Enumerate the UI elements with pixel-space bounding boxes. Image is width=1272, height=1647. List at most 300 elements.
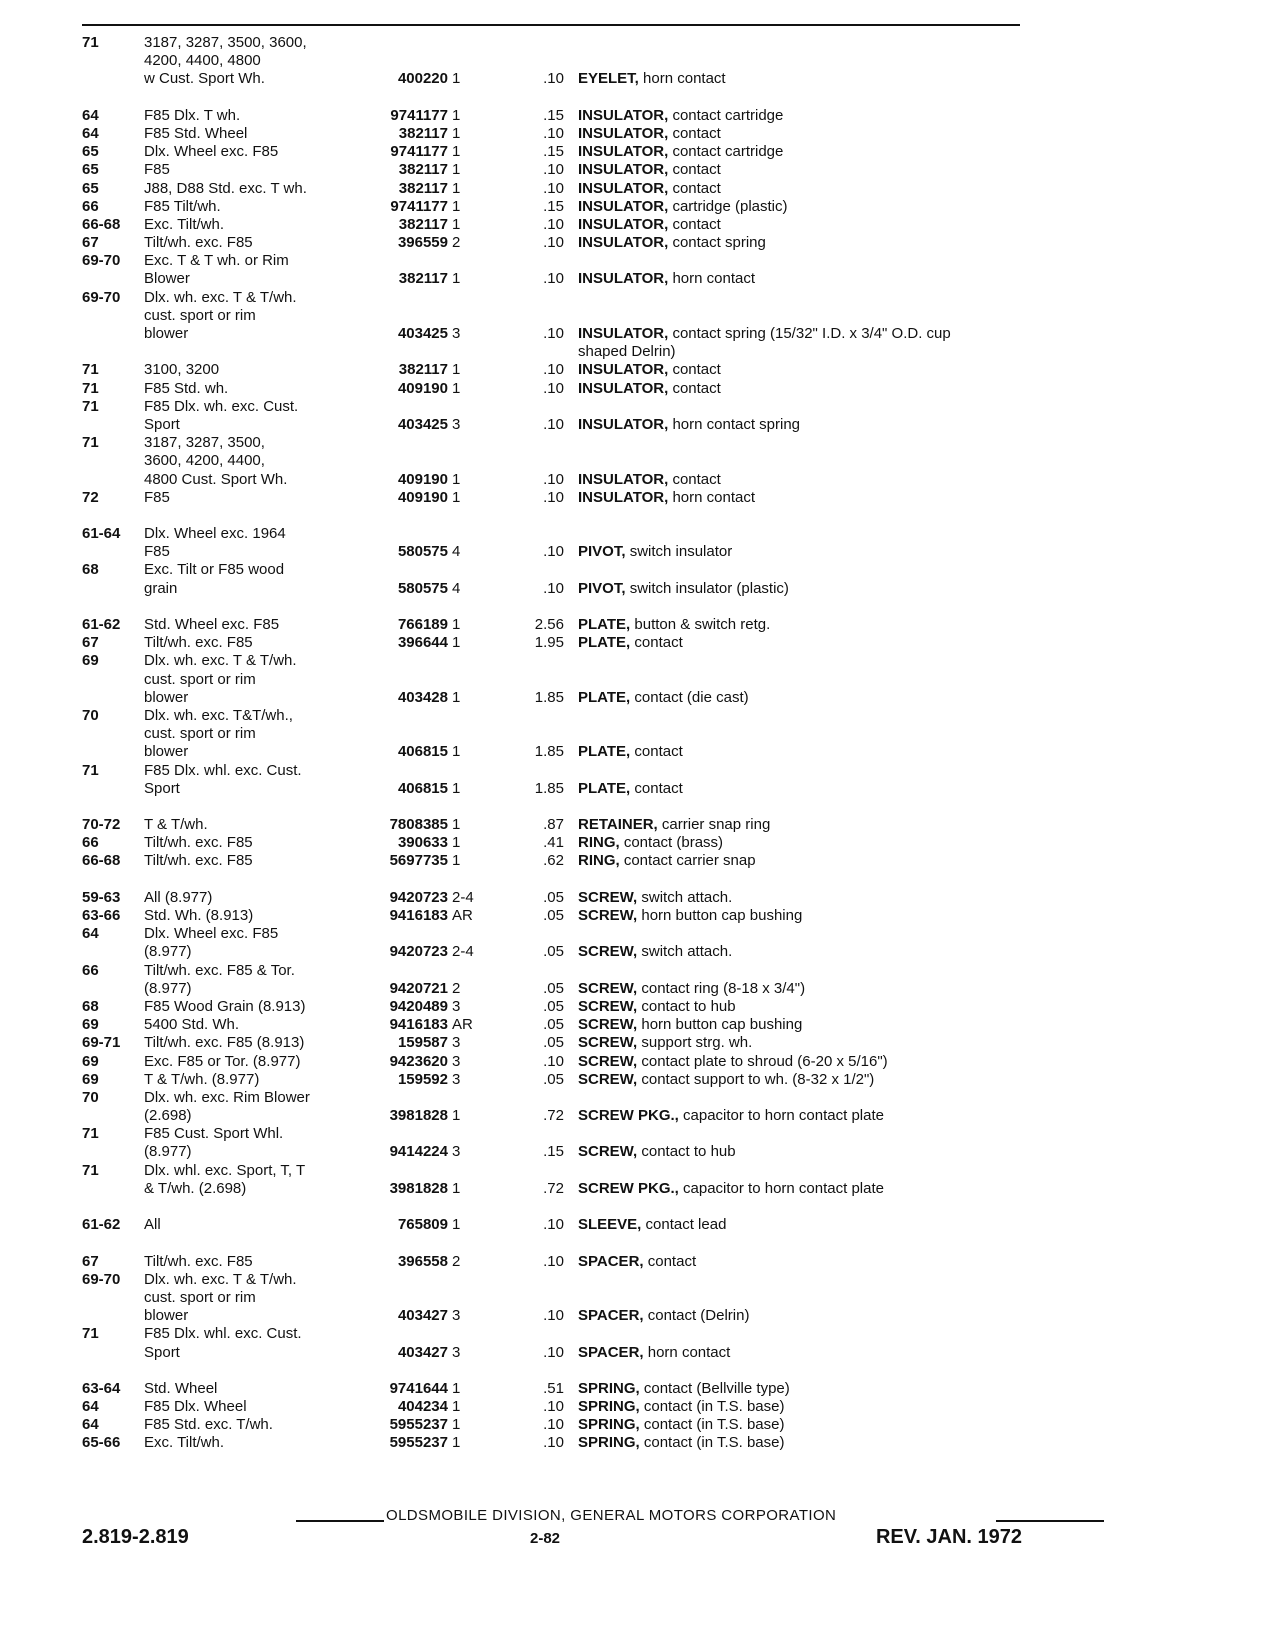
parts-row	[82, 1180, 1022, 1198]
model-description: Tilt/wh. exc. F85	[144, 634, 253, 652]
part-description: horn contact spring	[672, 415, 801, 433]
quantity: 1	[452, 634, 461, 652]
parts-row	[82, 543, 1022, 561]
corporation-rule-right	[996, 1520, 1104, 1522]
part-name-cell	[578, 780, 1018, 798]
part-name-cell	[578, 634, 1018, 652]
parts-row	[82, 452, 1022, 470]
part-name: SCREW,	[578, 1016, 638, 1034]
parts-row	[82, 1416, 1022, 1434]
quantity: 1	[452, 161, 461, 179]
model-description: 3187, 3287, 3500,	[144, 434, 265, 452]
price: .10	[543, 361, 564, 379]
part-number: 580575	[397, 579, 448, 597]
part-name: INSULATOR,	[578, 361, 669, 379]
price: .41	[543, 834, 564, 852]
part-name-cell	[578, 107, 1018, 125]
price: .10	[543, 325, 564, 342]
model-year: 66-68	[82, 215, 121, 233]
price: .15	[543, 106, 564, 124]
parts-row	[82, 1053, 1022, 1071]
model-year: 70	[82, 706, 99, 724]
parts-row	[82, 216, 1022, 234]
model-year: 64	[82, 1416, 99, 1434]
model-year: 65	[82, 179, 99, 197]
price: 1.85	[534, 779, 564, 797]
part-number: 409190	[397, 379, 448, 397]
part-description: capacitor to horn contact plate	[683, 1107, 884, 1125]
part-description: carrier snap ring	[661, 816, 771, 834]
quantity: 1	[452, 143, 461, 161]
parts-row	[82, 580, 1022, 598]
parts-row	[82, 1143, 1022, 1161]
part-name-cell	[578, 834, 1018, 852]
part-name-cell	[578, 1344, 1018, 1362]
part-name: SCREW,	[578, 1052, 638, 1070]
price: .10	[543, 70, 564, 88]
model-description: F85 Dlx. Wheel	[144, 1398, 247, 1416]
parts-row	[82, 1089, 1022, 1107]
model-description: Dlx. wh. exc. T & T/wh.	[144, 652, 297, 670]
parts-row	[82, 1216, 1022, 1234]
quantity: 1	[452, 470, 461, 488]
price: .05	[543, 1034, 564, 1052]
model-description: Dlx. Wheel exc. F85	[144, 925, 279, 943]
part-name: SPRING,	[578, 1379, 640, 1397]
part-name: SCREW,	[578, 997, 638, 1015]
part-name-cell	[578, 489, 1018, 507]
model-description: Std. Wheel	[144, 1379, 218, 1397]
parts-row	[82, 671, 1022, 689]
quantity: 2-4	[452, 943, 474, 961]
model-description: & T/wh. (2.698)	[144, 1179, 247, 1197]
parts-row	[82, 1034, 1022, 1052]
part-description: contact	[672, 379, 721, 397]
part-description: contact	[672, 124, 721, 142]
revision-date: REV. JAN. 1972	[875, 1526, 1022, 1548]
row-spacer	[82, 1198, 1022, 1216]
part-number: 159592	[397, 1070, 448, 1088]
quantity: 1	[452, 743, 461, 761]
parts-row	[82, 1016, 1022, 1034]
part-description: contact (Delrin)	[647, 1307, 750, 1325]
part-number: 3981828	[389, 1107, 448, 1125]
model-description: Exc. Tilt/wh.	[144, 1434, 225, 1452]
model-year: 64	[82, 124, 99, 142]
model-year: 65	[82, 161, 99, 179]
parts-row	[82, 962, 1022, 980]
part-name: SLEEVE,	[578, 1216, 642, 1234]
price: .10	[543, 1216, 564, 1234]
price: .05	[543, 997, 564, 1015]
parts-row	[82, 380, 1022, 398]
part-description: switch insulator (plastic)	[629, 579, 789, 597]
part-name-cell	[578, 580, 1018, 598]
part-description: contact cartridge	[672, 106, 784, 124]
part-name: SPRING,	[578, 1434, 640, 1452]
part-description: horn button cap bushing	[641, 907, 803, 924]
price: .05	[543, 1016, 564, 1034]
part-description: contact to hub	[641, 997, 736, 1015]
part-name: INSULATOR,	[578, 179, 669, 197]
parts-row	[82, 471, 1022, 489]
part-description: contact (in T.S. base)	[643, 1398, 785, 1416]
parts-row	[82, 1325, 1022, 1343]
part-description: support strg. wh.	[641, 1034, 753, 1052]
model-description: Dlx. Wheel exc. F85	[144, 143, 279, 161]
quantity: 3	[452, 1070, 461, 1088]
part-name-cell	[578, 889, 1018, 907]
price: 1.85	[534, 688, 564, 706]
model-year: 69-70	[82, 288, 121, 306]
part-name-cell	[578, 1071, 1018, 1089]
parts-row	[82, 561, 1022, 579]
parts-row	[82, 980, 1022, 998]
part-number: 382117	[398, 270, 448, 288]
price: .10	[543, 1343, 564, 1361]
parts-row	[82, 52, 1022, 70]
part-name: PLATE,	[578, 688, 631, 706]
part-description: switch attach.	[641, 888, 733, 906]
model-description: Tilt/wh. exc. F85 & Tor.	[144, 961, 295, 979]
parts-row	[82, 325, 1022, 343]
parts-row	[82, 725, 1022, 743]
section-number: 2.819-2.819	[82, 1526, 189, 1548]
model-description: Dlx. wh. exc. T & T/wh.	[144, 1270, 297, 1288]
part-number: 9741177	[390, 197, 448, 215]
part-name-cell	[578, 1307, 1018, 1325]
model-description: grain	[144, 579, 178, 597]
model-description: blower	[144, 688, 189, 706]
part-description: contact to hub	[641, 1143, 736, 1161]
parts-row	[82, 834, 1022, 852]
part-number: 403427	[397, 1307, 448, 1325]
parts-row	[82, 652, 1022, 670]
part-name-cell	[578, 1253, 1018, 1271]
model-description: Tilt/wh. exc. F85	[144, 852, 253, 870]
parts-row	[82, 852, 1022, 870]
part-name: SPRING,	[578, 1398, 640, 1416]
part-number: 403428	[397, 688, 448, 706]
part-number: 382117	[398, 124, 448, 142]
model-description: F85 Dlx. whl. exc. Cust.	[144, 1325, 302, 1343]
part-name-cell	[578, 543, 1018, 561]
part-name: SCREW,	[578, 1070, 638, 1088]
model-description: Std. Wh. (8.913)	[144, 907, 254, 924]
part-number: 382117	[398, 179, 448, 197]
quantity: 3	[452, 1052, 461, 1070]
part-name-cell	[578, 689, 1018, 707]
part-name: INSULATOR,	[578, 470, 669, 488]
part-number: 400220	[397, 70, 448, 88]
quantity: 1	[452, 124, 461, 142]
parts-row	[82, 762, 1022, 780]
model-year: 69-71	[82, 1034, 121, 1052]
model-description: Tilt/wh. exc. F85	[144, 1252, 253, 1270]
parts-row	[82, 1380, 1022, 1398]
part-name-cell	[578, 270, 1018, 288]
part-name: SCREW,	[578, 943, 638, 961]
part-name: INSULATOR,	[578, 197, 669, 215]
part-description: contact lead	[645, 1216, 727, 1234]
parts-row	[82, 525, 1022, 543]
parts-row	[82, 925, 1022, 943]
model-year: 69-70	[82, 252, 121, 270]
part-name-cell	[578, 1180, 1018, 1198]
parts-row	[82, 343, 1022, 361]
part-name: INSULATOR,	[578, 215, 669, 233]
price: .10	[543, 1307, 564, 1325]
part-number: 390633	[397, 834, 448, 852]
corporation-line	[296, 1506, 1104, 1526]
model-description: F85 Std. Wheel	[144, 124, 248, 142]
part-name: SCREW,	[578, 979, 638, 997]
model-description: Dlx. wh. exc. T&T/wh.,	[144, 706, 293, 724]
row-spacer	[82, 1362, 1022, 1380]
price: .05	[543, 1070, 564, 1088]
part-number: 159587	[397, 1034, 448, 1052]
model-description: blower	[144, 325, 189, 342]
price: 1.85	[534, 743, 564, 761]
model-year: 61-64	[82, 525, 121, 543]
quantity: 1	[452, 270, 461, 288]
price: .10	[543, 270, 564, 288]
model-year: 66	[82, 961, 99, 979]
part-description: contact (in T.S. base)	[643, 1416, 785, 1434]
part-number: 406815	[397, 743, 448, 761]
model-description: T & T/wh.	[144, 816, 208, 834]
quantity: 2	[452, 234, 461, 252]
part-name: RING,	[578, 852, 620, 870]
model-description: Dlx. wh. exc. T & T/wh.	[144, 288, 297, 306]
price: .10	[543, 179, 564, 197]
price: 1.95	[534, 634, 564, 652]
part-number: 9420721	[389, 979, 448, 997]
part-description: horn button cap bushing	[641, 1016, 803, 1034]
part-description: contact plate to shroud (6-20 x 5/16")	[641, 1052, 888, 1070]
model-description: 3187, 3287, 3500, 3600,	[144, 34, 307, 51]
part-description: contact spring	[672, 234, 766, 252]
part-number: 7808385	[389, 816, 448, 834]
parts-row	[82, 416, 1022, 434]
part-name: SPRING,	[578, 1416, 640, 1434]
part-description: horn contact	[643, 70, 726, 88]
parts-row	[82, 234, 1022, 252]
price: .72	[543, 1107, 564, 1125]
part-name-cell	[578, 1380, 1018, 1398]
quantity: 1	[452, 834, 461, 852]
part-name-cell	[578, 1143, 1018, 1161]
part-description: contact	[634, 779, 683, 797]
part-description: contact	[634, 743, 683, 761]
part-description: horn contact	[672, 488, 756, 506]
model-description: Dlx. Wheel exc. 1964	[144, 525, 286, 543]
part-number: 382117	[398, 361, 448, 379]
model-year: 61-62	[82, 616, 121, 633]
price: .10	[543, 1052, 564, 1070]
model-description: Std. Wheel exc. F85	[144, 616, 280, 633]
part-name-cell	[578, 980, 1018, 998]
part-name-cell	[578, 216, 1018, 234]
price: .05	[543, 943, 564, 961]
part-description: contact (Bellville type)	[643, 1379, 790, 1397]
model-description: w Cust. Sport Wh.	[144, 70, 265, 88]
model-description: All	[144, 1216, 161, 1234]
parts-row	[82, 889, 1022, 907]
part-name: PLATE,	[578, 743, 631, 761]
price: .10	[543, 579, 564, 597]
model-description: 4200, 4400, 4800	[144, 52, 261, 70]
part-name: INSULATOR,	[578, 415, 669, 433]
part-name: SCREW,	[578, 888, 638, 906]
model-year: 71	[82, 1325, 99, 1343]
parts-row	[82, 1162, 1022, 1180]
parts-row	[82, 489, 1022, 507]
row-spacer	[82, 89, 1022, 107]
model-year: 66-68	[82, 852, 121, 870]
part-name: INSULATOR,	[578, 124, 669, 142]
part-description: horn contact	[672, 270, 756, 288]
model-description: Tilt/wh. exc. F85	[144, 234, 253, 252]
price: .87	[543, 816, 564, 834]
quantity: 2	[452, 1252, 461, 1270]
quantity: 1	[452, 1179, 461, 1197]
model-year: 63-66	[82, 907, 121, 924]
model-year: 70	[82, 1088, 99, 1106]
model-description: F85 Std. exc. T/wh.	[144, 1416, 273, 1434]
parts-row	[82, 1398, 1022, 1416]
model-description: Exc. F85 or Tor. (8.977)	[144, 1052, 301, 1070]
price: .10	[543, 470, 564, 488]
part-name: SCREW,	[578, 1034, 638, 1052]
model-description: F85 Tilt/wh.	[144, 197, 221, 215]
quantity: 1	[452, 106, 461, 124]
parts-row	[82, 252, 1022, 270]
parts-row	[82, 689, 1022, 707]
part-name: INSULATOR,	[578, 234, 669, 252]
part-name-cell	[578, 161, 1018, 179]
model-description: F85 Dlx. wh. exc. Cust.	[144, 397, 299, 415]
parts-row	[82, 1253, 1022, 1271]
part-name-cell	[578, 198, 1018, 216]
parts-row	[82, 943, 1022, 961]
quantity: 1	[452, 179, 461, 197]
part-number: 9423620	[389, 1052, 448, 1070]
model-year: 69	[82, 1052, 99, 1070]
quantity: 4	[452, 579, 461, 597]
part-description: contact	[672, 215, 721, 233]
part-name: INSULATOR,	[578, 325, 669, 342]
part-number: 9416183	[389, 1016, 448, 1034]
part-description: switch attach.	[641, 943, 733, 961]
model-year: 71	[82, 379, 99, 397]
part-number: 403425	[397, 325, 448, 342]
part-description: capacitor to horn contact plate	[683, 1179, 884, 1197]
model-year: 71	[82, 1161, 99, 1179]
model-description: Exc. Tilt or F85 wood	[144, 561, 285, 579]
part-name-cell	[578, 180, 1018, 198]
part-description: contact (in T.S. base)	[643, 1434, 785, 1452]
model-description: Blower	[144, 270, 190, 288]
model-year: 65-66	[82, 1434, 121, 1452]
parts-row	[82, 1307, 1022, 1325]
quantity: 1	[452, 1416, 461, 1434]
part-number: 5955237	[389, 1434, 448, 1452]
price: .15	[543, 1143, 564, 1161]
model-year: 67	[82, 634, 99, 652]
part-number: 409190	[397, 470, 448, 488]
part-name-cell	[578, 416, 1018, 434]
parts-row	[82, 198, 1022, 216]
model-description: Tilt/wh. exc. F85	[144, 834, 253, 852]
part-description: horn contact	[647, 1343, 731, 1361]
model-description: J88, D88 Std. exc. T wh.	[144, 179, 307, 197]
part-name-cell	[578, 1216, 1018, 1234]
quantity: 3	[452, 1034, 461, 1052]
part-name: RETAINER,	[578, 816, 658, 834]
part-name: INSULATOR,	[578, 379, 669, 397]
part-name: PLATE,	[578, 634, 631, 652]
part-description: switch insulator	[629, 543, 733, 561]
quantity: AR	[452, 907, 473, 924]
model-year: 69-70	[82, 1270, 121, 1288]
price: .10	[543, 1416, 564, 1434]
part-name: PLATE,	[578, 616, 631, 633]
quantity: 1	[452, 852, 461, 870]
part-name: RING,	[578, 834, 620, 852]
parts-row	[82, 816, 1022, 834]
part-name: SCREW PKG.,	[578, 1179, 679, 1197]
price: .10	[543, 488, 564, 506]
parts-row	[82, 307, 1022, 325]
parts-row	[82, 398, 1022, 416]
parts-row	[82, 707, 1022, 725]
model-description: cust. sport or rim	[144, 306, 256, 324]
part-description: contact	[672, 470, 721, 488]
part-name-cell	[578, 1107, 1018, 1125]
model-description: blower	[144, 1307, 189, 1325]
price: .15	[543, 197, 564, 215]
price: .10	[543, 1252, 564, 1270]
part-number: 382117	[398, 215, 448, 233]
price: .10	[543, 234, 564, 252]
model-description: Exc. T & T wh. or Rim	[144, 252, 289, 270]
price: .51	[543, 1379, 564, 1397]
part-description: contact (die cast)	[634, 688, 749, 706]
part-number: 5697735	[389, 852, 448, 870]
parts-row	[82, 1107, 1022, 1125]
part-description: contact (brass)	[623, 834, 724, 852]
part-number: 9741177	[390, 143, 448, 161]
part-name-cell	[578, 70, 1018, 88]
part-number: 5955237	[389, 1416, 448, 1434]
parts-row	[82, 1434, 1022, 1452]
quantity: 1	[452, 816, 461, 834]
part-number: 396644	[397, 634, 448, 652]
parts-row	[82, 616, 1022, 634]
parts-row	[82, 161, 1022, 179]
price: .10	[543, 124, 564, 142]
price: .05	[543, 888, 564, 906]
model-year: 71	[82, 361, 99, 379]
part-description: contact cartridge	[672, 143, 784, 161]
parts-row	[82, 1125, 1022, 1143]
part-description: button & switch retg.	[634, 616, 771, 633]
part-number: 9414224	[389, 1143, 448, 1161]
part-name: PIVOT,	[578, 543, 626, 561]
part-description: contact	[672, 161, 721, 179]
part-description: contact support to wh. (8-32 x 1/2")	[641, 1070, 875, 1088]
